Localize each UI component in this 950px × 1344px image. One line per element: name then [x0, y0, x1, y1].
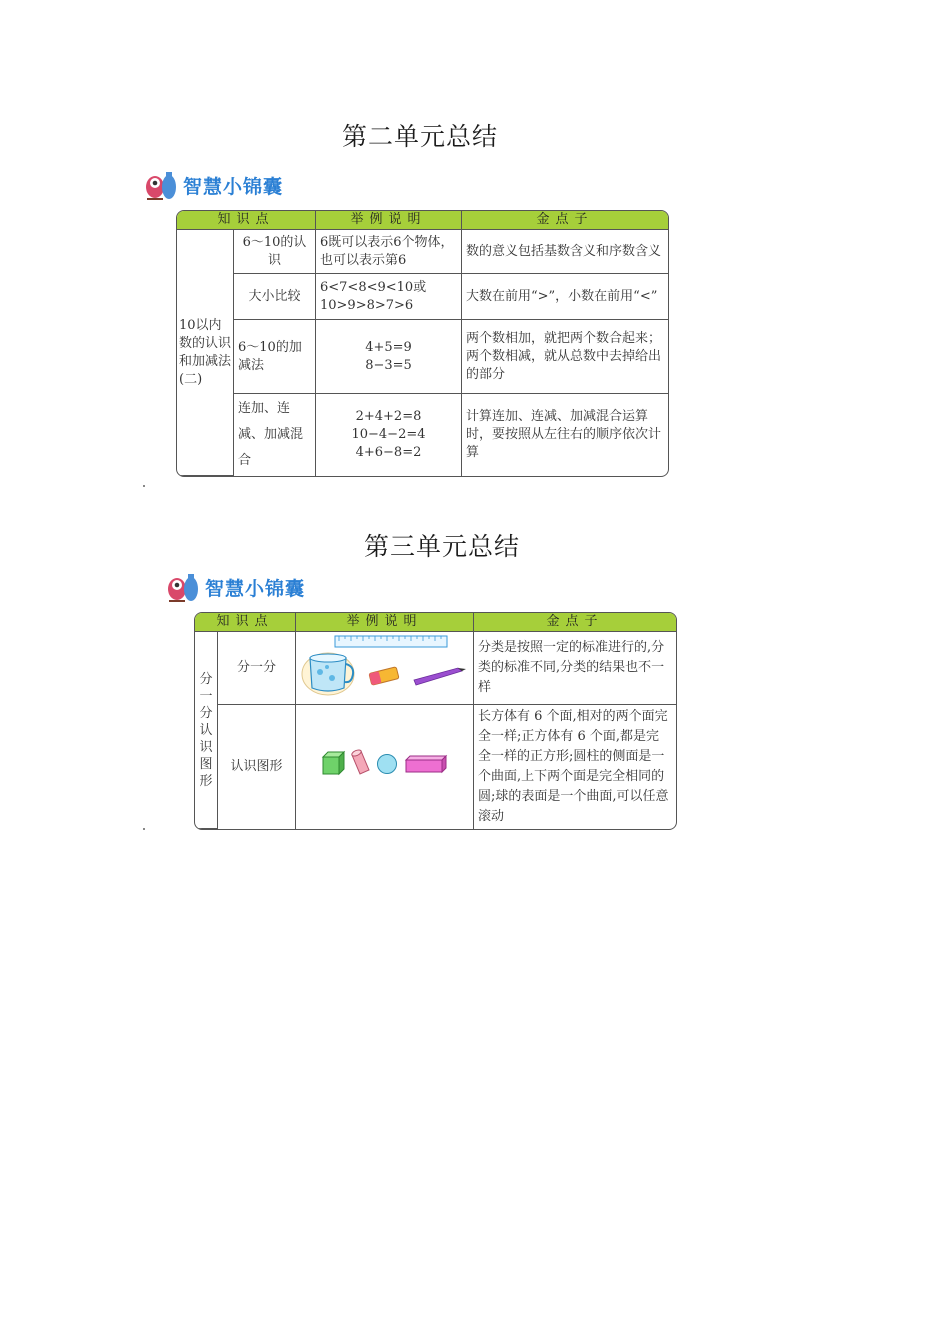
- example-line: 4+6−8=2: [355, 445, 422, 460]
- ruler-icon: [335, 636, 447, 647]
- mascot-icon: [165, 571, 201, 603]
- stray-mark: [143, 828, 145, 830]
- unit3-header-tip: 金点子: [474, 613, 676, 632]
- unit2-header-knowledge: 知识点: [177, 211, 316, 230]
- unit2-topic: 连加、连减、加减混合: [234, 394, 316, 476]
- unit3-header-example: 举例说明: [296, 613, 474, 632]
- cup-icon: [302, 653, 354, 695]
- pencil-icon: [414, 668, 466, 685]
- unit2-title: 第二单元总结: [342, 122, 499, 151]
- shapes-illustration: [320, 747, 450, 781]
- unit2-badge-label: 智慧小锦囊: [183, 175, 284, 198]
- unit2-badge: [143, 169, 283, 201]
- example-line: 4+5=9: [365, 339, 412, 355]
- unit2-tip: 两个数相加，就把两个数合起来；两个数相减，就从总数中去掉给出的部分: [462, 320, 668, 394]
- unit3-tip: 长方体有 6 个面,相对的两个面完全一样;正方体有 6 个面,都是完全一样的正方形;圆柱的侧面是一个曲面,上下两个面是完全相同的圆;球的表面是一个曲面,可以任意滚动: [478, 709, 669, 824]
- unit2-group: 10以内数的认识和加减法(二): [177, 230, 234, 476]
- unit3-group: 分一分 认识图形: [195, 632, 218, 829]
- unit2-summary-table: [176, 210, 669, 477]
- unit2-topic: 6～10的加减法: [234, 320, 316, 394]
- sphere-icon: [377, 755, 396, 774]
- unit3-title: 第三单元总结: [364, 532, 521, 561]
- example-line: 6<7<8<9<10或: [320, 279, 427, 295]
- unit3-example-shapes: [296, 705, 474, 829]
- unit2-topic: 6～10的认识: [234, 230, 316, 274]
- unit3-badge: [165, 571, 305, 603]
- unit2-example: 6既可以表示6个物体，也可以表示第6: [316, 230, 462, 274]
- unit3-example-classify: [296, 632, 474, 705]
- eraser-icon: [368, 667, 398, 685]
- unit3-topic: 分一分: [218, 632, 296, 705]
- example-line: 8−3=5: [365, 357, 412, 373]
- unit2-example: [316, 320, 462, 394]
- unit2-header-tip: 金点子: [462, 211, 668, 230]
- unit3-tip: 分类是按照一定的标准进行的,分类的标准不同,分类的结果也不一样: [474, 632, 676, 705]
- mascot-icon: [143, 169, 179, 201]
- unit2-header-example: 举例说明: [316, 211, 462, 230]
- cuboid-icon: [406, 756, 446, 772]
- unit2-example: [316, 394, 462, 476]
- unit3-header-knowledge: 知识点: [195, 613, 296, 632]
- example-line: 2+4+2=8: [355, 409, 422, 424]
- unit3-summary-table: [194, 612, 677, 830]
- unit2-tip: 计算连加、连减、加减混合运算时，要按照从左往右的顺序依次计算: [466, 409, 662, 460]
- unit2-topic: 大小比较: [234, 274, 316, 320]
- unit2-tip: 大数在前用“>”，小数在前用“<”: [462, 274, 668, 320]
- stray-mark: [143, 485, 145, 487]
- example-line: 10>9>8>7>6: [320, 297, 414, 313]
- unit3-badge-label: 智慧小锦囊: [205, 577, 306, 600]
- cube-icon: [323, 752, 344, 774]
- classify-illustration: [300, 634, 470, 696]
- unit2-example: [316, 274, 462, 320]
- unit3-topic: 认识图形: [218, 705, 296, 829]
- cylinder-icon: [350, 749, 368, 774]
- unit2-tip: 数的意义包括基数含义和序数含义: [462, 230, 668, 274]
- example-line: 10−4−2=4: [351, 427, 426, 442]
